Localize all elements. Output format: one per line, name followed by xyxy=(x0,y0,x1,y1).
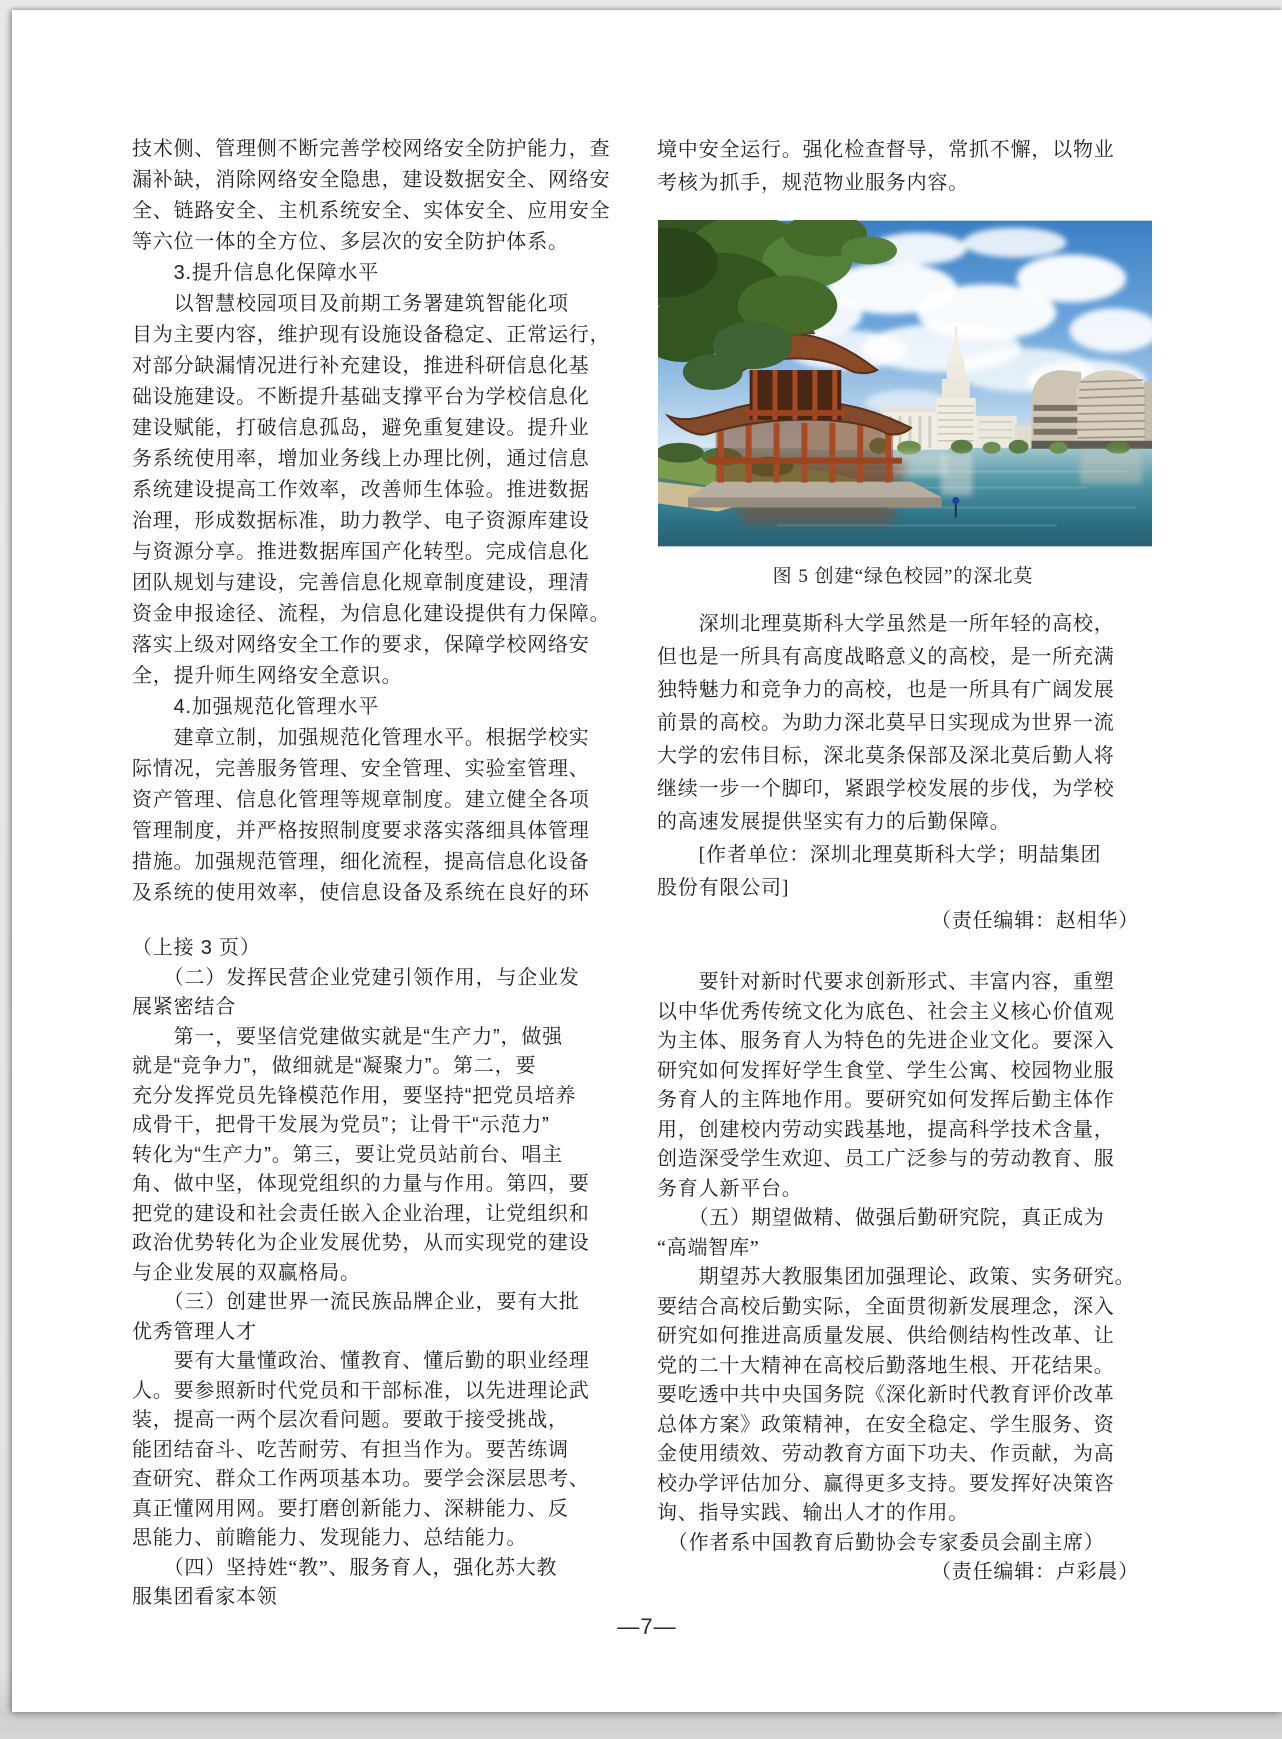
text-line: 装，提高一两个层次看问题。要敢于接受挑战， xyxy=(132,1409,569,1431)
text-line: 要吃透中共中央国务院《深化新时代教育评价改革 xyxy=(657,1384,1115,1406)
text-line: 以中华优秀传统文化为底色、社会主义核心价值观 xyxy=(657,1000,1115,1023)
text-line: 管理制度，并严格按照制度要求落实落细具体管理 xyxy=(132,820,590,842)
text-line: 务系统使用率，增加业务线上办理比例，通过信息 xyxy=(132,448,590,470)
text-line: 建设赋能，打破信息孤岛，避免重复建设。提升业 xyxy=(132,417,590,439)
text-line: 角、做中坚，体现党组织的力量与作用。第四，要 xyxy=(132,1173,590,1195)
text-line: 优秀管理人才 xyxy=(132,1320,257,1343)
text-line: 查研究、群众工作两项基本功。要学会深层思考、 xyxy=(132,1468,590,1490)
text-line: 询、指导实践、输出人才的作用。 xyxy=(657,1502,969,1524)
left-column-continuation-text xyxy=(132,934,628,1613)
text-line: 的高速发展提供坚实有力的后勤保障。 xyxy=(657,811,1011,833)
text-line: （责任编辑：赵相华） xyxy=(931,910,1139,932)
figure-5-caption: 图 5 创建“绿色校园”的深北莫 xyxy=(772,566,1034,587)
text-line: 成骨干，把骨干发展为党员”；让骨干“示范力” xyxy=(132,1114,550,1136)
text-line: 人。要参照新时代党员和干部标准，以先进理论武 xyxy=(132,1379,590,1402)
text-line: 第一，要坚信党建做实就是“生产力”，做强 xyxy=(132,1025,563,1048)
text-line: 全、链路安全、主机系统安全、实体安全、应用安全 xyxy=(132,200,611,222)
text-line: 但也是一所具有高度战略意义的高校，是一所充满 xyxy=(657,646,1115,668)
text-line: 用，创建校内劳动实践基地，提高科学技术含量， xyxy=(657,1118,1115,1141)
text-line: 能团结奋斗、吃苦耐劳、有担当作为。要苦练调 xyxy=(132,1438,569,1461)
text-line: 对部分缺漏情况进行补充建设，推进科研信息化基 xyxy=(132,355,590,377)
figure-5-campus-photo xyxy=(658,220,1152,547)
text-line: 研究如何发挥好学生食堂、学生公寓、校园物业服 xyxy=(657,1059,1115,1082)
right-column-bottom-text xyxy=(657,968,1139,1588)
text-line: 务育人的主阵地作用。要研究如何发挥后勤主体作 xyxy=(657,1089,1115,1111)
text-line: 展紧密结合 xyxy=(132,996,236,1018)
text-line: 党的二十大精神在高校后勤落地生根、开花结果。 xyxy=(657,1354,1115,1377)
text-line: 务育人新平台。 xyxy=(657,1177,803,1200)
text-line: 独特魅力和竞争力的高校，也是一所具有广阔发展 xyxy=(657,679,1115,701)
text-line: 继续一步一个脚印，紧跟学校发展的步伐，为学校 xyxy=(657,778,1115,800)
text-line: （二）发挥民营企业党建引领作用，与企业发 xyxy=(132,966,580,989)
text-line: 研究如何推进高质量发展、供给侧结构性改革、让 xyxy=(657,1325,1115,1347)
text-line: （上接 3 页） xyxy=(132,937,261,959)
text-line: 目为主要内容，维护现有设施设备稳定、正常运行， xyxy=(132,324,611,346)
text-line: 等六位一体的全方位、多层次的安全防护体系。 xyxy=(132,231,569,253)
text-line: 系统建设提高工作效率，改善师生体验。推进数据 xyxy=(132,479,590,501)
text-line: 与资源分享。推进数据库国产化转型。完成信息化 xyxy=(132,541,590,563)
text-line: 础设施建设。不断提升基础支撑平台为学校信息化 xyxy=(132,386,590,408)
text-line: 把党的建设和社会责任嵌入企业治理，让党组织和 xyxy=(132,1202,590,1225)
text-line: （三）创建世界一流民族品牌企业，要有大批 xyxy=(132,1291,580,1313)
text-line: 要有大量懂政治、懂教育、懂后勤的职业经理 xyxy=(132,1350,590,1372)
text-line: 措施。加强规范管理，细化流程，提高信息化设备 xyxy=(132,851,590,873)
text-line: （五）期望做精、做强后勤研究院，真正成为 xyxy=(657,1207,1105,1229)
text-line: 以智慧校园项目及前期工务署建筑智能化项 xyxy=(132,293,569,315)
text-line: 全，提升师生网络安全意识。 xyxy=(132,665,403,687)
text-line: 与企业发展的双赢格局。 xyxy=(132,1261,361,1284)
text-line: 金使用绩效、劳动教育方面下功夫、作贡献，为高 xyxy=(657,1443,1115,1465)
text-line: 期望苏大教服集团加强理论、政策、实务研究。 xyxy=(657,1266,1136,1288)
text-line: “高端智库” xyxy=(657,1236,760,1259)
text-line: 境中安全运行。强化检查督导，常抓不懈，以物业 xyxy=(657,139,1115,161)
text-line: 创造深受学生欢迎、员工广泛参与的劳动教育、服 xyxy=(657,1148,1115,1170)
text-line: 要结合高校后勤实际，全面贯彻新发展理念，深入 xyxy=(657,1295,1115,1318)
text-line: 深圳北理莫斯科大学虽然是一所年轻的高校， xyxy=(657,613,1115,635)
text-line: 治理，形成数据标准，助力教学、电子资源库建设 xyxy=(132,510,590,532)
photo-round-building xyxy=(1031,370,1152,449)
text-line: 服集团看家本领 xyxy=(132,1586,278,1608)
page-sheet xyxy=(12,10,1282,1712)
text-line: 3.提升信息化保障水平 xyxy=(132,262,380,284)
page-number: —7— xyxy=(617,1614,677,1639)
right-column-mid-text xyxy=(657,608,1139,938)
text-line: 就是“竞争力”，做细就是“凝聚力”。第二，要 xyxy=(132,1055,537,1077)
text-line: 要针对新时代要求创新形式、丰富内容，重塑 xyxy=(657,971,1115,993)
text-line: 4.加强规范化管理水平 xyxy=(132,696,380,718)
text-line: 为主体、服务育人为特色的先进企业文化。要深入 xyxy=(657,1030,1115,1052)
right-column-top-text xyxy=(657,134,1139,200)
text-line: 校办学评估加分、赢得更多支持。要发挥好决策咨 xyxy=(657,1472,1115,1495)
text-line: （四）坚持姓“教”、服务育人，强化苏大教 xyxy=(132,1556,558,1579)
text-line: 漏补缺，消除网络安全隐患，建设数据安全、网络安 xyxy=(132,169,611,191)
text-line: （责任编辑：卢彩晨） xyxy=(931,1561,1139,1583)
text-line: 真正懂网用网。要打磨创新能力、深耕能力、反 xyxy=(132,1497,569,1520)
text-line: 技术侧、管理侧不断完善学校网络安全防护能力，查 xyxy=(132,138,611,160)
text-line: 大学的宏伟目标，深北莫条保部及深北莫后勤人将 xyxy=(657,745,1115,767)
text-line: 前景的高校。为助力深北莫早日实现成为世界一流 xyxy=(657,712,1115,734)
text-line: 际情况，完善服务管理、安全管理、实验室管理、 xyxy=(132,758,590,780)
text-line: 建章立制，加强规范化管理水平。根据学校实 xyxy=(132,727,590,749)
text-line: 思能力、前瞻能力、发现能力、总结能力。 xyxy=(132,1527,528,1549)
left-column-upper-text xyxy=(132,134,628,909)
text-line: 落实上级对网络安全工作的要求，保障学校网络安 xyxy=(132,634,590,656)
text-line: 及系统的使用效率，使信息设备及系统在良好的环 xyxy=(132,882,590,904)
text-line: 政治优势转化为企业发展优势，从而实现党的建设 xyxy=(132,1232,590,1254)
text-line: 股份有限公司] xyxy=(657,877,790,899)
text-line: 转化为“生产力”。第三，要让党员站前台、唱主 xyxy=(132,1143,563,1166)
text-line: （作者系中国教育后勤协会专家委员会副主席） xyxy=(657,1531,1105,1554)
text-line: [作者单位：深圳北理莫斯科大学；明喆集团 xyxy=(657,844,1102,866)
text-line: 总体方案》政策精神，在安全稳定、学生服务、资 xyxy=(657,1413,1115,1436)
text-line: 资金申报途径、流程，为信息化建设提供有力保障。 xyxy=(132,603,611,625)
text-line: 团队规划与建设，完善信息化规章制度建设，理清 xyxy=(132,572,590,594)
text-line: 充分发挥党员先锋模范作用，要坚持“把党员培养 xyxy=(132,1084,577,1107)
text-line: 考核为抓手，规范物业服务内容。 xyxy=(657,172,969,194)
text-line: 资产管理、信息化管理等规章制度。建立健全各项 xyxy=(132,789,590,811)
